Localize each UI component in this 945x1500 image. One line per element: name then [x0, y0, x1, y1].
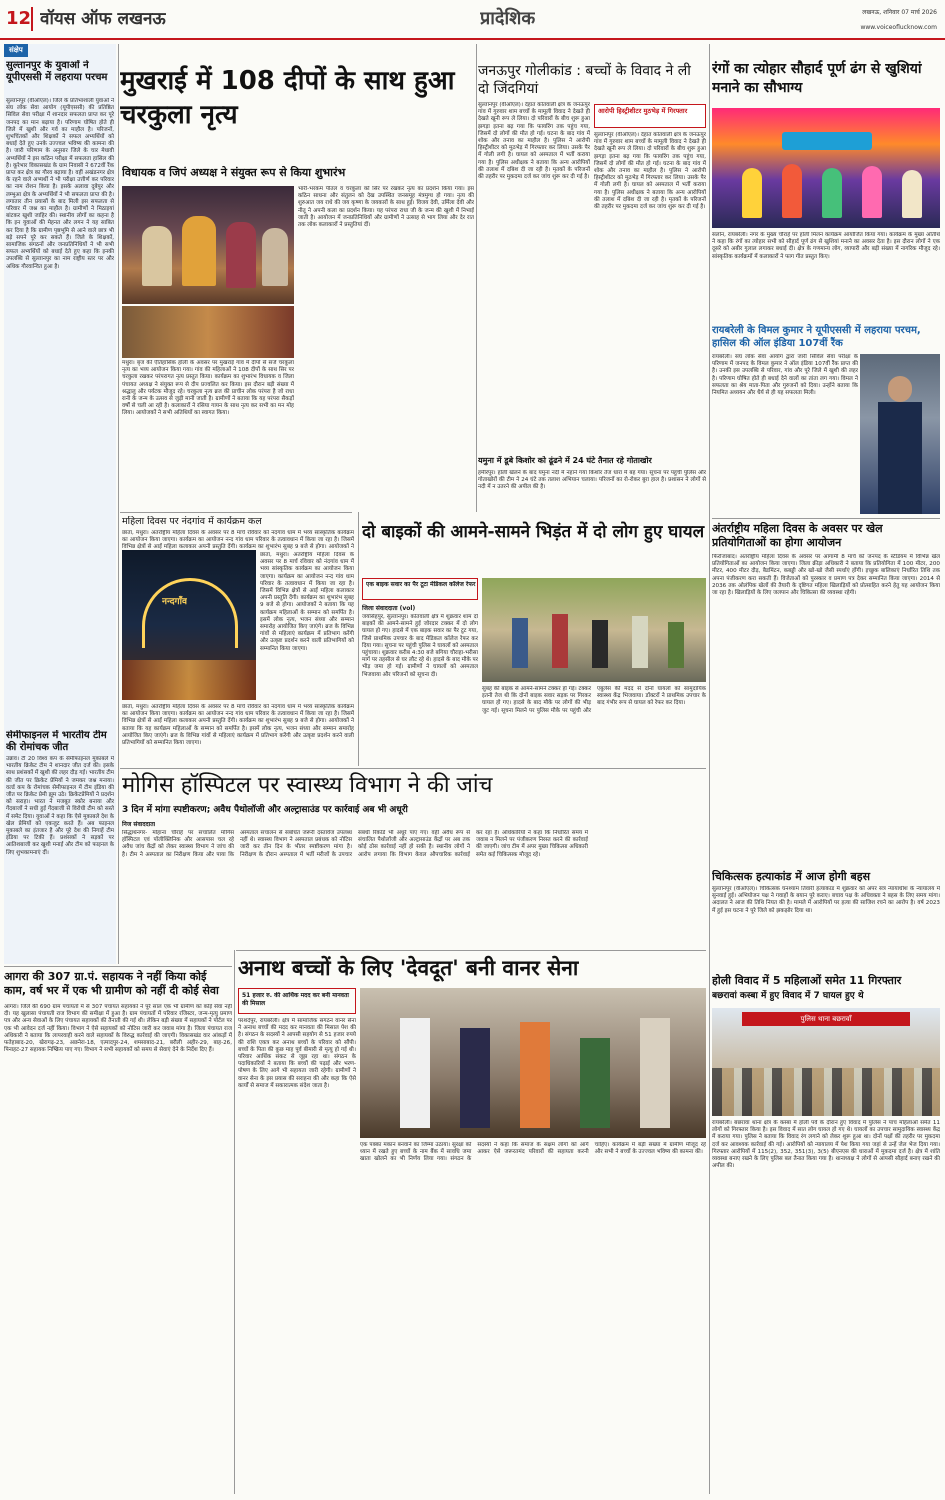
gunfire-sub-box: [594, 104, 706, 128]
masthead-divider: [31, 7, 33, 31]
lead-headline: मुखराई में 108 दीपों के साथ हुआ चरकुला नृत्य: [120, 66, 455, 130]
gunfire-body-cont: सुल्तानपुर (वीओएल)। देहात कोतवाली क्षेत्र के जनऊपुर गांव में गुरुवार शाम बच्चों के मामूली विवाद ने देखते ही देखते खूनी रूप ले लिया। दो परिवारों के बीच शुरू हुआ झगड़ा इतना बढ़ गया कि फायरिंग तक पहुंच गया, जिसमें दो लोगों की मौत हो गई। घटना के बाद गांव में शोक और तनाव का माहौल है। पुलिस ने आरोपी हिस्ट्रीशीटर को मुठभेड़ में गिरफ्तार कर लिया। उसके पैर में गोली लगी है। घायल को अस्पताल में भर्ती कराया गया है। पुलिस अधीक्षक ने बताया कि अन्य आरोपियों की तलाश में दबिश दी जा रही है। मृतकों के परिजनों की तहरीर पर मुकदमा दर्ज कर जांच शुरू कर दी गई है।: [594, 132, 706, 211]
divider: [120, 512, 352, 513]
sidebar-story1-headline: सुल्तानपुर के युवाओं ने यूपीएससी में लहराया परचम: [6, 60, 108, 83]
accident-headline: दो बाइकों की आमने-सामने भिड़ंत में दो लोग हुए घायल: [362, 522, 705, 542]
accident-body-2: सुबह की बाइक से आमने-सामने टक्कर हो गई। टक्कर इतनी तेज थी कि दोनों बाइक सवार सड़क पर गिरकर घायल हो गए। हादसे के बाद मौके पर लोगों की भीड़ जुट गई। सूचना मिलने पर पुलिस मौके पर पहुंची और एंबुलेंस की मदद से दोनों घायलों को सामुदायिक स्वास्थ्य केंद्र भिजवाया। डॉक्टरों ने प्राथमिक उपचार के बाद गंभीर रूप से घायल को रेफर कर दिया।: [482, 686, 706, 714]
holi-fight-body: रायबरेली। बछरावां थाना क्षेत्र के कस्बा में होली पर्व के दौरान हुए विवाद में पुलिस ने पांच महिलाओं समेत 11 लोगों को गिरफ्तार किया है। इस विवाद में सात लोग घायल हो गए थे। घायलों का उपचार सामुदायिक स्वास्थ्य केंद्र में कराया गया। पुलिस ने बताया कि विवाद रंग लगाने को लेकर शुरू हुआ था। दोनों पक्षों की तहरीर पर मुकदमा दर्ज कर आवश्यक कार्रवाई की गई। आरोपियों को न्यायालय में पेश किया गया जहां से उन्हें जेल भेज दिया गया। गिरफ्तार आरोपियों में 115(2), 352, 351(3), 3(5) बीएनएस की धाराओं में मुकदमा दर्ज है। क्षेत्र में शांति व्यवस्था बनाए रखने के लिए पुलिस बल तैनात किया गया है। थानाध्यक्ष ने लोगों से आपसी सौहार्द बनाए रखने की अपील की।: [712, 1120, 940, 1170]
divider: [4, 966, 232, 967]
nandgaon-photo: [122, 550, 256, 700]
drown-body: हमीरपुर। होली खेलने के बाद यमुना नदी में नहाने गया किशोर तेज धारा में बह गया। सूचना पर पहुंची पुलिस और गोताखोरों की टीम ने 24 घंटे तक तलाश अभियान चलाया। परिजनों का रो-रोकर बुरा हाल है। प्रशासन ने लोगों से नदी में न उतरने की अपील की है।: [478, 470, 706, 491]
police-station-sign: पुलिस थाना बछरावाँ: [742, 1012, 910, 1026]
monkeys-sub-box: [238, 988, 356, 1014]
lead-photo-2: [122, 306, 294, 358]
accident-photo: [482, 578, 706, 682]
hospital-deck: 3 दिन में मांगा स्पष्टीकरण; अवैध पैथोलॉजी और अल्ट्रासाउंड पर कार्रवाई अब भी अधूरी: [122, 805, 408, 815]
sidebar-tag: संक्षेप: [4, 44, 28, 57]
hospital-dateline: निज संवाददाता: [122, 821, 156, 828]
divider: [120, 768, 706, 769]
accident-body: जयसिंहपुर, सुल्तानपुर। कोतवाली क्षेत्र में शुक्रवार शाम दो बाइकों की आमने-सामने हुई जोरदार टक्कर में दो लोग घायल हो गए। हादसे में एक बाइक सवार का पैर टूट गया, जिसे प्राथमिक उपचार के बाद मेडिकल कॉलेज रेफर कर दिया गया। सूचना पर पहुंची पुलिस ने घायलों को अस्पताल पहुंचाया। शुक्रवार करीब 4:30 बजे बगिया चौराहा-भरीसा मार्ग पर तहसील से घर लौट रहे थे। हादसे के बाद मौके पर भीड़ जमा हो गई। ग्रामीणों ने घायलों को अस्पताल भिजवाया और परिजनों को सूचना दी।: [362, 614, 478, 678]
column-rule: [234, 950, 235, 1494]
holi-body: सलोन, रायबरेली। नगर के मुख्य चौराहे पर होली मिलन कार्यक्रम आयोजित किया गया। कार्यक्रम के मुख्य अतिथि ने कहा कि रंगों का त्योहार सभी को सौहार्द पूर्ण ढंग से खुशियां मनाने का अवसर देता है। इस दौरान लोगों ने एक दूसरे को अबीर गुलाल लगाकर बधाई दी। क्षेत्र के गणमान्य लोग, व्यापारी और बड़ी संख्या में नागरिक मौजूद रहे। सांस्कृतिक कार्यक्रमों में कलाकारों ने फाग गीत प्रस्तुत किए।: [712, 232, 940, 260]
lead-body: मथुरा। बृज की ऐतिहासिक होली के अवसर पर मुखराई गांव में दीपों से सजे चरकुला नृत्य का भव्य आयोजन किया गया। गांव की महिलाओं ने 108 दीपों के साथ सिर पर चरकुला रखकर परंपरागत नृत्य प्रस्तुत किया। कार्यक्रम का शुभारंभ विधायक व जिला पंचायत अध्यक्ष ने संयुक्त रूप से दीप प्रज्वलित कर किया। इस दौरान बड़ी संख्या में श्रद्धालु और पर्यटक मौजूद रहे। चरकुला नृत्य ब्रज की प्राचीन लोक परंपरा है जो राधा रानी के जन्म के उत्सव से जुड़ी मानी जाती है। ग्रामीणों ने बताया कि यह परंपरा सैकड़ों वर्षों से चली आ रही है। कलाकारों ने रसिया गायन के साथ नृत्य कर सभी का मन मोह लिया। आयोजकों ने सभी अतिथियों का स्वागत किया।: [122, 360, 294, 417]
sidebar-story2-headline: सेमीफाइनल में भारतीय टीम की रोमांचक जीत: [6, 730, 107, 753]
women-sports-body: फिरोजाबाद। अंतर्राष्ट्रीय महिला दिवस के अवसर पर आगामी 8 मार्च को जनपद के स्टेडियम में विभिन्न खेल प्रतियोगिताओं का आयोजन किया जाएगा। जिला क्रीड़ा अधिकारी ने बताया कि प्रतियोगिता में 100 मीटर, 200 मीटर, 400 मीटर दौड़, बैडमिंटन, कबड्डी और खो-खो जैसी स्पर्धाएं होंगी। इच्छुक बालिकाएं निर्धारित तिथि तक अपना पंजीकरण करा सकती हैं। विजेताओं को पुरस्कार व प्रमाण पत्र देकर सम्मानित किया जाएगा। 2014 से 2036 तक ओलंपिक खेलों की तैयारी के दृष्टिगत महिला खिलाड़ियों को प्रोत्साहित करने हेतु यह आयोजन किया जा रहा है। खिलाड़ियों के लिए जलपान और चिकित्सा की व्यवस्था रहेगी।: [712, 554, 940, 597]
monkeys-body-2: एक पक्का मकान बनवाने का जिम्मा उठाया। सुरक्षा को ध्यान में रखते हुए बच्चों के नाम बैंक में सावधि जमा खाता खोलने का भी निर्णय लिया गया। संगठन के सदस्यों ने कहा कि समाज के सक्षम लोगों को आगे आकर ऐसे जरूरतमंद परिवारों की सहायता करनी चाहिए। कार्यक्रम में बड़ी संख्या में ग्रामीण मौजूद रहे और सभी ने बच्चों के उज्ज्वल भविष्य की कामना की।: [360, 1142, 706, 1163]
gunfire-headline: जनऊपुर गोलीकांड : बच्चों के विवाद ने ली दो जिंदगियां: [478, 63, 691, 97]
upsc-photo: [860, 354, 940, 514]
monkeys-headline: अनाथ बच्चों के लिए 'देवदूत' बनी वानर सेना: [238, 956, 579, 980]
issue-date: लखनऊ, शनिवार 07 मार्च 2026: [862, 9, 937, 16]
agra-body: आगरा। जिले की 690 ग्राम पंचायतों में से 307 पंचायत सहायकों ने पूरे साल एक भी ग्रामीण को कोई सेवा नहीं दी। यह खुलासा पंचायती राज विभाग की समीक्षा में हुआ है। ग्राम पंचायतों में परिवार रजिस्टर, जन्म-मृत्यु प्रमाण पत्र और अन्य सेवाओं के लिए पंचायत सहायकों की तैनाती की गई थी। लेकिन बड़ी संख्या में सहायकों ने पोर्टल पर एक भी आवेदन दर्ज नहीं किया। विभाग ने ऐसे सहायकों को नोटिस जारी कर जवाब मांगा है। जिला पंचायत राज अधिकारी ने बताया कि लापरवाही करने वाले सहायकों के विरुद्ध कार्रवाई की जाएगी। विकासखंड वार आंकड़ों में फतेहाबाद-20, खेरागढ़-23, अछनेरा-18, एत्मादपुर-24, शमसाबाद-21, बरौली अहीर-29, बाह-26, पिनाहट-27 सहायक निष्क्रिय पाए गए। विभाग ने सभी सहायकों को समय से सेवाएं देने के निर्देश दिए हैं।: [4, 1004, 232, 1054]
upsc-headline: रायबरेली के विमल कुमार ने यूपीएससी में लहराया परचम, हासिल की ऑल इंडिया 107वीं रैंक: [712, 325, 921, 349]
hospital-body: सिद्धार्थनगर- मोहाना चौराहे पर संचालित मोगिस हॉस्पिटल एवं पॉलीक्लिनिक और आसपास चल रहे अवैध जांच केंद्रों को लेकर स्वास्थ्य विभाग ने जांच की है। टीम ने अस्पताल का निरीक्षण किया और पाया कि अस्पताल संचालन से संबंधित जरूरी दस्तावेज उपलब्ध नहीं थे। स्वास्थ्य विभाग ने अस्पताल प्रबंधक को नोटिस जारी कर तीन दिन के भीतर स्पष्टीकरण मांगा है। निरीक्षण के दौरान अस्पताल में भर्ती मरीजों के उपचार संबंधी रिकॉर्ड भी अधूरे पाए गए। वहीं अवैध रूप से संचालित पैथोलॉजी और अल्ट्रासाउंड केंद्रों पर अब तक कोई ठोस कार्रवाई नहीं हो सकी है। स्थानीय लोगों ने आरोप लगाया कि विभाग केवल औपचारिक कार्रवाई कर रहा है। अधिकारियों ने कहा कि निर्धारित समय में जवाब न मिलने पर पंजीकरण निरस्त करने की कार्रवाई की जाएगी। जांच टीम में अपर मुख्य चिकित्सा अधिकारी समेत कई चिकित्सक मौजूद रहे।: [122, 830, 588, 858]
holi-photo: [712, 108, 940, 228]
holi-fight-deck: बछरावां कस्बा में हुए विवाद में 7 घायल हुए थे: [712, 991, 864, 1001]
monkeys-photo: [360, 988, 706, 1138]
holi-fight-headline: होली विवाद में 5 महिलाओं समेत 11 गिरफ्तार: [712, 974, 902, 987]
lead-body-2: भारी-भरकम पीतल व चरकुला को सिर पर रखकर नृत्य का प्रदर्शन किया गया। इस कठिन साधना और संतुलन को देख उपस्थित जनसमूह मंत्रमुग्ध हो गया। नृत्य की शुरुआत जय राधे की जय कृष्णा के जयकारों के साथ हुई। विजय देवी, उर्मिला देवी और नीतू ने अपनी कला का प्रदर्शन किया। यह परंपरा राधा जी के जन्म की खुशी में निभाई जाती है। आयोजन में जनप्रतिनिधियों और ग्रामीणों ने उत्साह से भाग लिया और देर रात तक लोक कलाकारों ने प्रस्तुतियां दीं।: [298, 186, 474, 229]
sidebar-story1-body: सुल्तानपुर (वीओएल)। जिले के प्रतिभाशाली युवाओं ने संघ लोक सेवा आयोग (यूपीएससी) की प्रतिष्ठित सिविल सेवा परीक्षा में शानदार सफलता प्राप्त कर पूरे जनपद का मान बढ़ाया है। परिणाम घोषित होते ही जिले में खुशी और गर्व का माहौल है। परिजनों, शुभचिंतकों और शिक्षकों ने सफल अभ्यर्थियों को बधाई देते हुए उनके उज्ज्वल भविष्य की कामना की है। जारी परिणाम के अनुसार जिले के चार मेधावी अभ्यर्थियों ने इस कठिन परीक्षा में सफलता हासिल की है। कूरेभार विकासखंड के ग्राम निवासी ने 672वीं रैंक प्राप्त कर क्षेत्र का गौरव बढ़ाया है। वहीं अखंडनगर क्षेत्र के रहने वाले अभ्यर्थी ने भी परीक्षा उत्तीर्ण कर परिवार का नाम रोशन किया है। इसके अलावा दूबेपुर और लम्भुआ क्षेत्र के अभ्यर्थियों ने भी सफलता प्राप्त की है। लगातार तीन प्रयासों के बाद मिली इस सफलता से परिवार में जश्न का माहौल है। ग्रामीणों ने मिठाइयां बांटकर खुशी जाहिर की। स्थानीय लोगों का कहना है कि इन युवाओं की मेहनत और लगन ने यह साबित कर दिया है कि ग्रामीण पृष्ठभूमि से आने वाले छात्र भी बड़े सपने पूरे कर सकते हैं। जिले के शिक्षकों, सामाजिक संगठनों और जनप्रतिनिधियों ने भी सभी सफल अभ्यर्थियों को बधाई देते हुए कहा कि इनकी उपलब्धि से सुल्तानपुर का नाम राष्ट्रीय स्तर पर और अधिक गौरवान्वित हुआ है।: [6, 98, 114, 270]
website: www.voiceoflucknow.com: [860, 24, 937, 31]
nandgaon-headline: महिला दिवस पर नंदगांव में कार्यक्रम कल: [122, 516, 262, 527]
drown-headline: यमुना में डूबे किशोर को ढूंढने में 24 घंटे तैनात रहे गोताखोर: [478, 456, 652, 465]
agra-headline: आगरा की 307 ग्रा.पं. सहायक ने नहीं किया कोई काम, वर्ष भर में एक भी ग्रामीण को नहीं दी कोई सेवा: [4, 970, 219, 997]
masthead: [0, 0, 945, 40]
accident-sub: एक बाइक सवार का पैर टूटा मेडिकल कॉलेज रेफर: [366, 581, 476, 588]
paper-name: वॉयस ऑफ लखनऊ: [40, 9, 166, 29]
lead-photo: [122, 186, 294, 304]
holi-headline: रंगों का त्योहार सौहार्द पूर्ण ढंग से खुशियां मनाने का सौभाग्य: [712, 61, 922, 96]
lead-deck: विधायक व जिपं अध्यक्ष ने संयुक्त रूप से किया शुभारंभ: [122, 166, 346, 179]
hospital-headline: मोगिस हॉस्पिटल पर स्वास्थ्य विभाग ने की जांच: [122, 773, 493, 798]
monkeys-sub: 51 हजार रु. की आर्थिक मदद कर बनी मानवता की मिसाल: [242, 992, 349, 1007]
divider: [712, 518, 940, 519]
gunfire-sub: आरोपी हिस्ट्रीशीटर मुठभेड़ में गिरफ्तार: [598, 107, 688, 115]
upsc-body: रायबरेली। संघ लोक सेवा आयोग द्वारा जारी सिविल सेवा परीक्षा के परिणाम में जनपद के विमल कुमार ने ऑल इंडिया 107वीं रैंक प्राप्त की है। उनकी इस उपलब्धि से परिवार, गांव और पूरे जिले में खुशी की लहर है। परिणाम घोषित होते ही बधाई देने वालों का तांता लग गया। विमल ने सफलता का श्रेय माता-पिता और गुरुजनों को दिया। उन्होंने बताया कि नियमित अध्ययन और धैर्य से ही यह सफलता मिली।: [712, 354, 858, 397]
column-rule: [358, 512, 359, 766]
column-rule: [118, 44, 119, 964]
gunfire-body: सुल्तानपुर (वीओएल)। देहात कोतवाली क्षेत्र के जनऊपुर गांव में गुरुवार शाम बच्चों के मामूली विवाद ने देखते ही देखते खूनी रूप ले लिया। दो परिवारों के बीच शुरू हुआ झगड़ा इतना बढ़ गया कि फायरिंग तक पहुंच गया, जिसमें दो लोगों की मौत हो गई। घटना के बाद गांव में शोक और तनाव का माहौल है। पुलिस ने आरोपी हिस्ट्रीशीटर को मुठभेड़ में गिरफ्तार कर लिया। उसके पैर में गोली लगी है। घायल को अस्पताल में भर्ती कराया गया है। पुलिस अधीक्षक ने बताया कि अन्य आरोपियों की तलाश में दबिश दी जा रही है। मृतकों के परिजनों की तहरीर पर मुकदमा दर्ज कर जांच शुरू कर दी गई है।: [478, 102, 590, 181]
women-sports-headline: अंतर्राष्ट्रीय महिला दिवस के अवसर पर खेल प्रतियोगिताओं का होगा आयोजन: [712, 522, 883, 549]
nandgaon-body-2: छाता, मथुरा। अंतर्राष्ट्रीय महिला दिवस के अवसर पर 8 मार्च रविवार को नंदगांव धाम में भव्य सांस्कृतिक कार्यक्रम का आयोजन किया जाएगा। कार्यक्रम का आयोजन नन्द गांव धाम परिवार के तत्वावधान में किया जा रहा है। जिसमें विभिन्न क्षेत्रों से आईं महिला कलाकार अपनी प्रस्तुति देंगी। कार्यक्रम का शुभारंभ सुबह 9 बजे से होगा। आयोजकों ने बताया कि यह कार्यक्रम महिलाओं के सम्मान को समर्पित है। इसमें लोक नृत्य, भजन संध्या और सम्मान समारोह आयोजित किए जाएंगे। ब्रज के विभिन्न गांवों से महिलाएं कार्यक्रम में प्रतिभाग करेंगी और उत्कृष्ट प्रदर्शन करने वाली प्रतिभागियों को सम्मानित किया जाएगा।: [122, 704, 354, 747]
nandgaon-body: छाता, मथुरा। अंतर्राष्ट्रीय महिला दिवस के अवसर पर 8 मार्च रविवार को नंदगांव धाम में भव्य सांस्कृतिक कार्यक्रम का आयोजन किया जाएगा। कार्यक्रम का आयोजन नन्द गांव धाम परिवार के तत्वावधान में किया जा रहा है। जिसमें विभिन्न क्षेत्रों से आईं महिला कलाकार अपनी प्रस्तुति देंगी। कार्यक्रम का शुभारंभ सुबह 9 बजे से होगा। आयोजकों ने बताया कि यह कार्यक्रम महिलाओं के सम्मान को समर्पित है। इसमें लोक नृत्य, भजन संध्या और सम्मान समारोह आयोजित किए जाएंगे। ब्रज के विभिन्न गांवों से महिलाएं कार्यक्रम में प्रतिभाग करेंगी और उत्कृष्ट प्रदर्शन करने वाली प्रतिभागियों को सम्मानित किया जाएगा।: [260, 552, 354, 652]
page-number: 12: [6, 8, 32, 29]
doctor-headline: चिकित्सक हत्याकांड में आज होगी बहस: [712, 870, 871, 883]
holi-fight-photo: [712, 1008, 940, 1116]
section-title: प्रादेशिक: [480, 8, 536, 29]
monkeys-body: परशदेपुर, रायबरेली। क्षेत्र में सामाजिक संगठन वानर सेना ने अनाथ बच्चों की मदद कर मानवता की मिसाल पेश की है। संगठन के सदस्यों ने आपसी सहयोग से 51 हजार रुपये की राशि एकत्र कर अनाथ बच्चों के परिवार को सौंपी। बच्चों के पिता की कुछ माह पूर्व बीमारी से मृत्यु हो गई थी। परिवार आर्थिक संकट से जूझ रहा था। संगठन के पदाधिकारियों ने बताया कि बच्चों की पढ़ाई और भरण-पोषण के लिए आगे भी सहायता जारी रहेगी। ग्रामीणों ने वानर सेना के इस प्रयास की सराहना की और कहा कि ऐसे कार्यों से समाज में सकारात्मक संदेश जाता है।: [238, 1018, 356, 1089]
column-rule: [476, 44, 477, 512]
column-rule: [709, 44, 710, 1494]
sidebar-story2-body: उन्नाव। टी 20 विश्व कप के सेमीफाइनल मुकाबले में भारतीय क्रिकेट टीम ने शानदार जीत दर्ज की। इसके साथ प्रशंसकों में खुशी की लहर दौड़ गई। भारतीय टीम की जीत पर क्रिकेट प्रेमियों ने जमकर जश्न मनाया। वर्ल्ड कप के रोमांचक सेमीफाइनल में टीम इंडिया की जीत पर क्रिकेट प्रेमी झूम उठे। क्रिकेटप्रेमियों ने प्रदर्शन को सराहा। भारत ने मजबूत स्कोर बनाया और गेंदबाजों ने सधी हुई गेंदबाजी से विरोधी टीम को सस्ते में समेट दिया। युवाओं ने कहा कि ऐसे मुकाबले देश के खेल प्रेमियों को एकजुट करते हैं। अब फाइनल मुकाबले का इंतजार है और पूरे देश की निगाहें टीम इंडिया पर टिकी हैं। प्रशंसकों ने सड़कों पर आतिशबाजी कर खुशी मनाई और टीम को फाइनल के लिए शुभकामनाएं दीं।: [6, 756, 114, 856]
nandgaon-sign: नन्दगाँव: [162, 597, 187, 607]
divider: [236, 950, 706, 951]
accident-dateline: जिला संवाददाता (vol): [362, 605, 416, 612]
accident-sub-box: [362, 578, 478, 600]
sidebar: [4, 44, 116, 964]
doctor-body: सुल्तानपुर (वीओएल)। चिकित्सक घनश्याम तिवारी हत्याकांड में शुक्रवार को अपर सत्र न्यायाधीश के न्यायालय में सुनवाई हुई। अभियोजन पक्ष ने गवाहों के बयान पूरे कराए। बचाव पक्ष के अधिवक्ता ने बहस के लिए समय मांगा। अदालत ने आज की तिथि नियत की है। मामले में आरोपियों पर हत्या की साजिश रचने का आरोप है। वर्ष 2023 में हुई इस घटना ने पूरे जिले को झकझोर दिया था।: [712, 886, 940, 914]
nandgaon-intro: छाता, मथुरा। अंतर्राष्ट्रीय महिला दिवस के अवसर पर 8 मार्च रविवार को नंदगांव धाम में भव्य सांस्कृतिक कार्यक्रम का आयोजन किया जाएगा। कार्यक्रम का आयोजन नन्द गांव धाम परिवार के तत्वावधान में किया जा रहा है। जिसमें विभिन्न क्षेत्रों से आईं महिला कलाकार अपनी प्रस्तुति देंगी। कार्यक्रम का शुभारंभ सुबह 9 बजे से होगा। आयोजकों ने: [122, 530, 354, 550]
